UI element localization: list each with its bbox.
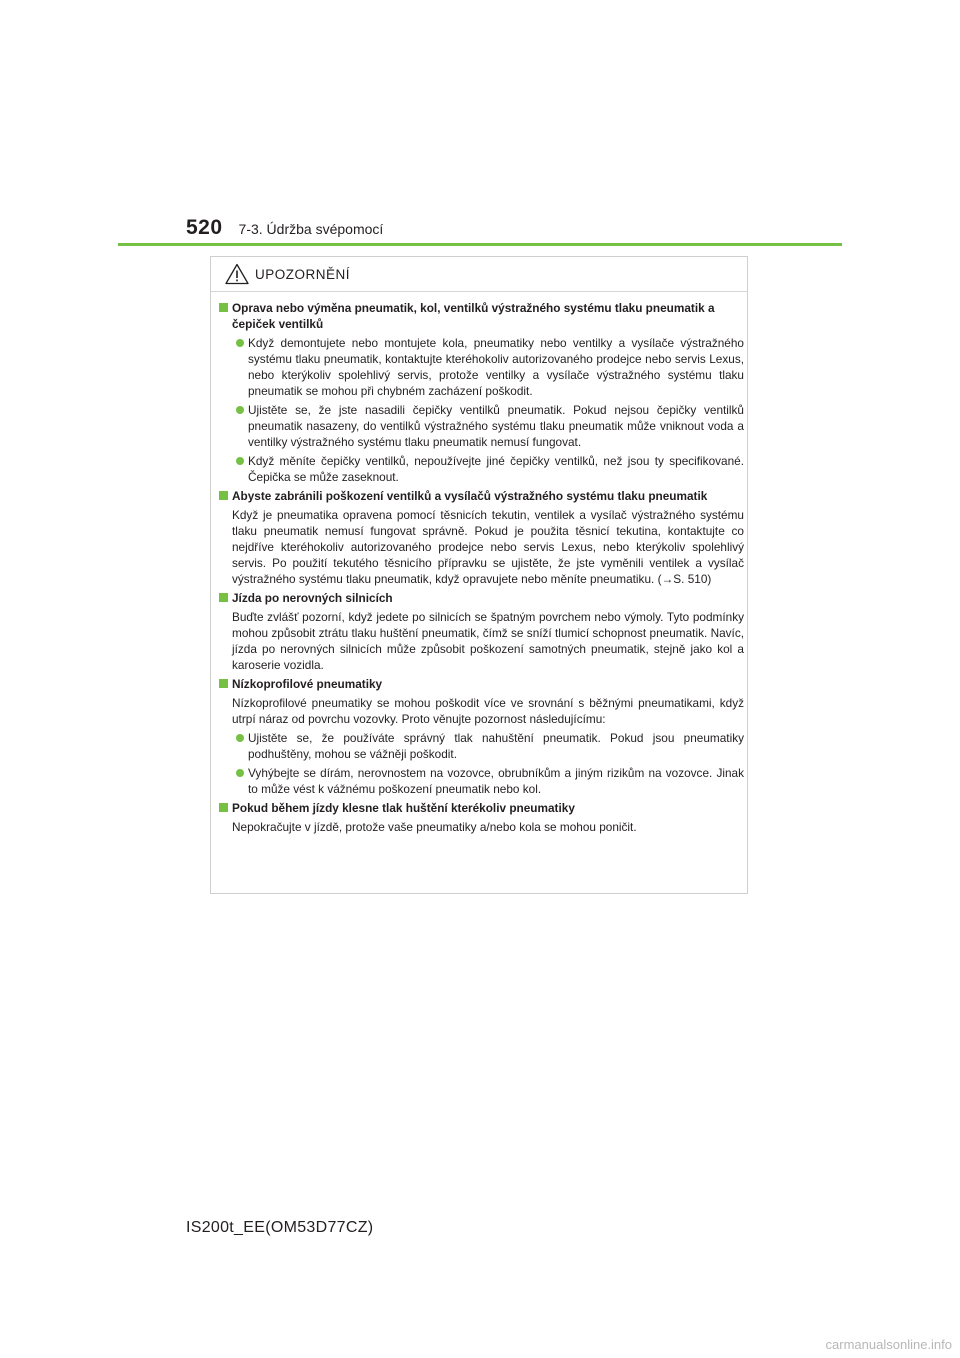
circle-bullet-icon — [236, 457, 244, 465]
section-heading-text: Abyste zabránili poškození ventilků a vysílačů výstražného systému tlaku pneumatik — [232, 489, 708, 503]
section-heading-text: Nízkoprofilové pneumatiky — [232, 677, 383, 691]
watermark: carmanualsonline.info — [825, 1337, 952, 1352]
header-rule — [118, 243, 842, 246]
warning-triangle-icon — [225, 263, 249, 285]
square-bullet-icon — [219, 593, 228, 602]
warning-section — [218, 800, 744, 835]
page-header — [186, 216, 383, 240]
warning-section — [218, 590, 744, 673]
warning-section — [218, 488, 744, 587]
title-divider — [211, 291, 747, 292]
warning-section — [218, 676, 744, 797]
bullet-text: Když demontujete nebo montujete kola, pneumatiky nebo ventilky a vysílače výstražného systému tlaku pneumatik, kontaktujte kteréhokoliv autorizovaného prodejce nebo servis Lexus, nebo kterýkoliv spolehlivý servis, protože ventilky a vysílače výstražného systému tlaku pneumatik se mohou při chybném zacházení poškodit. — [248, 336, 744, 398]
section-heading-text: Pokud během jízdy klesne tlak huštění kterékoliv pneumatiky — [232, 801, 575, 815]
section-title: 7-3. Údržba svépomocí — [238, 221, 384, 237]
manual-code: IS200t_EE(OM53D77CZ) — [186, 1219, 374, 1236]
section-paragraph: Nepokračujte v jízdě, protože vaše pneumatiky a/nebo kola se mohou poničit. — [232, 820, 637, 834]
bullet-item — [236, 765, 744, 797]
section-heading-text: Jízda po nerovných silnicích — [232, 591, 393, 605]
section-paragraph: Buďte zvlášť pozorní, když jedete po silnicích se špatným povrchem nebo výmoly. Tyto podmínky mohou způsobit ztrátu tlaku huštění pneumatik, čímž se sníží tlumicí schopnost pneumatik. Navíc, jízda po nerovných silnicích může způsobit poškození samotných pneumatik, stejně jako kol a karoserie vozidla. — [232, 610, 744, 672]
section-paragraph: Nízkoprofilové pneumatiky se mohou poškodit více ve srovnání s běžnými pneumatikami, když utrpí náraz od povrchu vozovky. Proto věnujte pozornost následujícímu: — [232, 696, 744, 726]
bullet-text: Ujistěte se, že používáte správný tlak nahuštění pneumatik. Pokud jsou pneumatiky podhuštěny, mohou se vážněji poškodit. — [248, 731, 744, 761]
warning-title-row — [225, 263, 350, 285]
bullet-item — [236, 402, 744, 450]
section-heading — [218, 676, 744, 692]
bullet-text: Když měníte čepičky ventilků, nepoužívejte jiné čepičky ventilků, než jsou ty specifikované. Čepička se může zaseknout. — [248, 454, 744, 484]
circle-bullet-icon — [236, 406, 244, 414]
square-bullet-icon — [219, 803, 228, 812]
square-bullet-icon — [219, 303, 228, 312]
circle-bullet-icon — [236, 339, 244, 347]
section-heading — [218, 590, 744, 606]
square-bullet-icon — [219, 491, 228, 500]
bullet-item — [236, 453, 744, 485]
warning-title: UPOZORNĚNÍ — [255, 266, 351, 282]
section-heading — [218, 488, 744, 504]
bullet-text: Ujistěte se, že jste nasadili čepičky ventilků pneumatik. Pokud nejsou čepičky ventilků pneumatik nasazeny, do ventilků výstražného systému tlaku pneumatik může vniknout voda a ventilky výstražného systému tlaku pneumatik nemusí fungovat. — [248, 403, 744, 449]
page-number: 520 — [186, 216, 223, 239]
warning-content — [218, 300, 744, 838]
square-bullet-icon — [219, 679, 228, 688]
section-paragraph: Když je pneumatika opravena pomocí těsnicích tekutin, ventilek a vysílač výstražného systému tlaku pneumatik nemusí fungovat správně. Pokud je použita těsnicí tekutina, kontaktujte co nejdříve kteréhokoliv autorizovaného prodejce nebo servis Lexus, nebo kterýkoliv spolehlivý servis. Po použití tekutého těsnicího přípravku se ujistěte, že jste vyměnili ventilek a vysílač výstražného systému tlaku pneumatik, když opravujete nebo měníte pneumatiku. (→S. 510) — [232, 508, 744, 586]
section-heading — [218, 800, 744, 816]
circle-bullet-icon — [236, 734, 244, 742]
section-heading-text: Oprava nebo výměna pneumatik, kol, ventilků výstražného systému tlaku pneumatik a čepiček ventilků — [232, 301, 715, 331]
circle-bullet-icon — [236, 769, 244, 777]
warning-section — [218, 300, 744, 485]
bullet-item — [236, 730, 744, 762]
warning-box — [210, 256, 748, 894]
bullet-text: Vyhýbejte se dírám, nerovnostem na vozovce, obrubníkům a jiným rizikům na vozovce. Jinak to může vést k vážnému poškození pneumatik nebo kol. — [248, 766, 744, 796]
bullet-item — [236, 335, 744, 399]
section-heading — [218, 300, 744, 332]
